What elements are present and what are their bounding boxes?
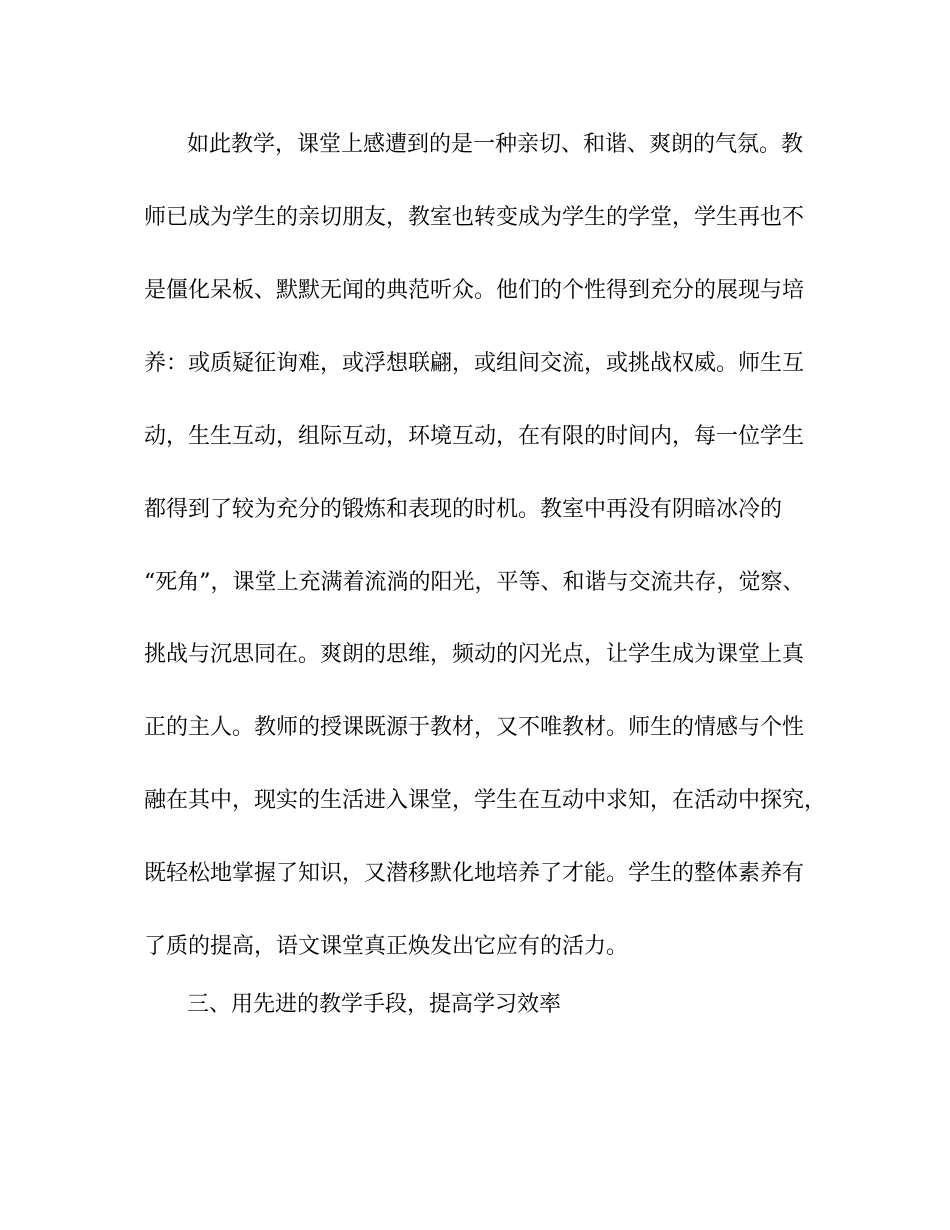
- paragraph-line: “死角”，课堂上充满着流淌的阳光，平等、和谐与交流共存，觉察、: [144, 570, 805, 595]
- paragraph-line: 正的主人。教师的授课既源于教材，又不唯教材。师生的情感与个性: [144, 715, 805, 740]
- paragraph-line: 既轻松地掌握了知识，又潜移默化地培养了才能。学生的整体素养有: [144, 861, 805, 886]
- paragraph-line: 融在其中，现实的生活进入课堂，学生在互动中求知，在活动中探究，: [144, 788, 827, 813]
- paragraph-line: 挑战与沉思同在。爽朗的思维，频动的闪光点，让学生成为课堂上真: [144, 642, 805, 667]
- paragraph-line: 养：或质疑征询难，或浮想联翩，或组间交流，或挑战权威。师生互: [144, 351, 805, 376]
- paragraph-line: 动，生生互动，组际互动，环境互动，在有限的时间内，每一位学生: [144, 424, 805, 449]
- paragraph-line: 是僵化呆板、默默无闻的典范听众。他们的个性得到充分的展现与培: [144, 278, 805, 303]
- paragraph-line: 都得到了较为充分的锻炼和表现的时机。教室中再没有阴暗冰冷的: [144, 497, 783, 522]
- paragraph-line: 如此教学，课堂上感遭到的是一种亲切、和谐、爽朗的气氛。教: [187, 132, 804, 157]
- section-heading: 三、用先进的教学手段，提高学习效率: [187, 992, 562, 1017]
- paragraph-line: 师已成为学生的亲切朋友，教室也转变成为学生的学堂，学生再也不: [144, 205, 805, 230]
- paragraph-line: 了质的提高，语文课堂真正焕发出它应有的活力。: [144, 934, 629, 959]
